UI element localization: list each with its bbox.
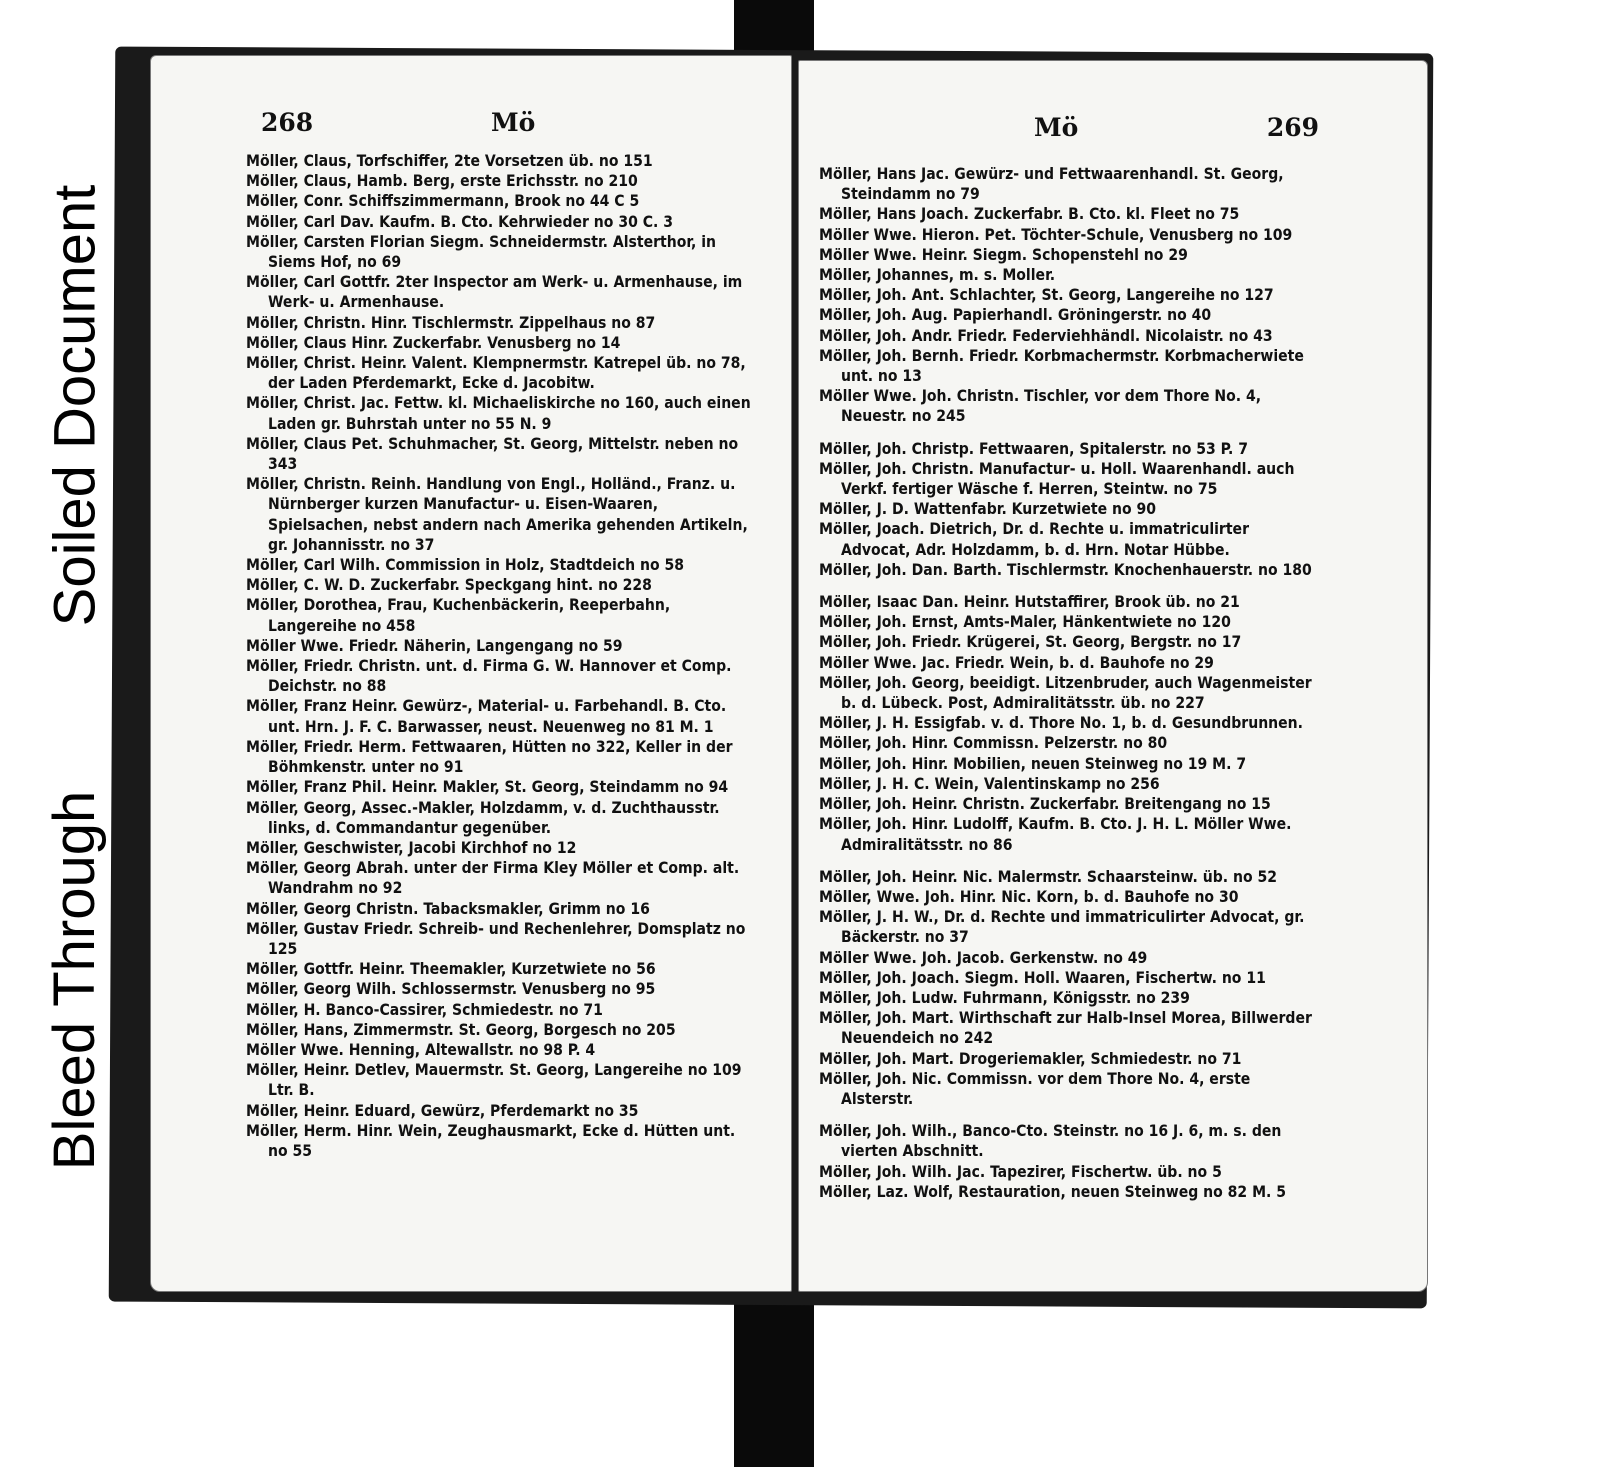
directory-entry: Möller, J. H. C. Wein, Valentinskamp no 256 — [819, 774, 1160, 793]
right-page — [798, 60, 1428, 1292]
directory-entry: Möller, Georg Wilh. Schlossermstr. Venusberg no 95 — [246, 980, 656, 999]
directory-entry: Möller, Georg, Assec.-Makler, Holzdamm, v. d. Zuchthausstr. links, d. Commandantur gegenüber. — [246, 798, 720, 837]
directory-entry: Möller, Joh. Ludw. Fuhrmann, Königsstr. no 239 — [819, 988, 1190, 1007]
directory-entry: Möller, Franz Phil. Heinr. Makler, St. Georg, Steindamm no 94 — [246, 778, 729, 797]
directory-entry: Möller, Joh. Christp. Fettwaaren, Spitalerstr. no 53 P. 7 — [819, 439, 1249, 458]
right-page-number: 269 — [1266, 113, 1319, 142]
directory-entry: Möller, Hans Jac. Gewürz- und Fettwaarenhandl. St. Georg, Steindamm no 79 — [819, 165, 1284, 204]
directory-entry: Möller, Geschwister, Jacobi Kirchhof no 12 — [246, 838, 577, 857]
directory-entry: Möller, Joh. Joach. Siegm. Holl. Waaren, Fischertw. no 11 — [819, 968, 1266, 987]
directory-entry: Möller Wwe. Hieron. Pet. Töchter-Schule, Venusberg no 109 — [819, 225, 1293, 244]
directory-entry: Möller Wwe. Joh. Jacob. Gerkenstw. no 49 — [819, 948, 1148, 967]
directory-entry: Möller, Joh. Ant. Schlachter, St. Georg, Langereihe no 127 — [819, 286, 1274, 305]
directory-entry: Möller, Joh. Hinr. Ludolff, Kaufm. B. Cto. J. H. L. Möller Wwe. Admiralitätsstr. no 86 — [819, 815, 1292, 854]
directory-entry: Möller, Christ. Heinr. Valent. Klempnermstr. Katrepel üb. no 78, der Laden Pferdemarkt, Ecke d. Jacobitw. — [246, 354, 746, 393]
directory-entry: Möller, Joh. Georg, beeidigt. Litzenbruder, auch Wagenmeister b. d. Lübeck. Post, Admiralitätsstr. üb. no 227 — [819, 673, 1312, 713]
right-page-header — [799, 113, 1427, 153]
soiled-document-label — [40, 150, 110, 660]
left-running-head: Mö — [491, 108, 536, 137]
directory-entry: Möller, Hans, Zimmermstr. St. Georg, Borgesch no 205 — [246, 1020, 676, 1039]
left-page — [150, 55, 792, 1292]
directory-entry: Möller Wwe. Friedr. Näherin, Langengang no 59 — [246, 636, 623, 655]
directory-entry: Möller, Christ. Jac. Fettw. kl. Michaeliskirche no 160, auch einen Laden gr. Buhrstah unter no 55 N. 9 — [246, 394, 751, 433]
right-entry-list — [819, 164, 1319, 1202]
bleed-through-label — [40, 745, 110, 1215]
directory-entry: Möller, Carsten Florian Siegm. Schneidermstr. Alsterthor, in Siems Hof, no 69 — [246, 232, 717, 272]
directory-entry: Möller, Conr. Schiffszimmermann, Brook no 44 C 5 — [246, 192, 640, 211]
directory-entry: Möller, Wwe. Joh. Hinr. Nic. Korn, b. d. Bauhofe no 30 — [819, 887, 1239, 906]
directory-entry: Möller, Christn. Hinr. Tischlermstr. Zippelhaus no 87 — [246, 313, 656, 332]
directory-entry: Möller, Georg Abrah. unter der Firma Kley Möller et Comp. alt. Wandrahm no 92 — [246, 859, 740, 898]
directory-entry: Möller, Joh. Nic. Commissn. vor dem Thore No. 4, erste Alsterstr. — [819, 1069, 1251, 1108]
bleed-through-text: Bleed Through — [42, 790, 108, 1170]
directory-entry: Möller, Joh. Ernst, Amts-Maler, Hänkentwiete no 120 — [819, 613, 1231, 632]
directory-entry: Möller Wwe. Joh. Christn. Tischler, vor dem Thore No. 4, Neuestr. no 245 — [819, 387, 1262, 426]
directory-entry: Möller Wwe. Henning, Altewallstr. no 98 P. 4 — [246, 1040, 596, 1059]
directory-entry: Möller, Joh. Wilh. Jac. Tapezirer, Fischertw. üb. no 5 — [819, 1162, 1222, 1181]
directory-entry: Möller, Joh. Heinr. Nic. Malermstr. Schaarsteinw. üb. no 52 — [819, 867, 1277, 886]
directory-entry: Möller, Joh. Aug. Papierhandl. Gröningerstr. no 40 — [819, 306, 1212, 325]
left-page-header — [151, 108, 791, 148]
directory-entry: Möller, Joh. Wilh., Banco-Cto. Steinstr. no 16 J. 6, m. s. den vierten Abschnitt. — [819, 1122, 1282, 1161]
directory-entry: Möller, Joh. Andr. Friedr. Federviehhändl. Nicolaistr. no 43 — [819, 326, 1273, 345]
directory-entry: Möller Wwe. Jac. Friedr. Wein, b. d. Bauhofe no 29 — [819, 653, 1214, 672]
directory-entry: Möller, Joh. Hinr. Mobilien, neuen Steinweg no 19 M. 7 — [819, 754, 1247, 773]
directory-entry: Möller, Gustav Friedr. Schreib- und Rechenlehrer, Domsplatz no 125 — [246, 919, 746, 958]
directory-entry: Möller, Joh. Bernh. Friedr. Korbmachermstr. Korbmacherwiete unt. no 13 — [819, 346, 1304, 386]
directory-entry: Möller, Franz Heinr. Gewürz-, Material- u. Farbehandl. B. Cto. unt. Hrn. J. F. C. Barwasser, neust. Neuenweg no 81 M. 1 — [246, 697, 727, 736]
directory-entry: Möller, Claus, Torfschiffer, 2te Vorsetzen üb. no 151 — [246, 152, 653, 170]
directory-entry: Möller, C. W. D. Zuckerfabr. Speckgang hint. no 228 — [246, 576, 652, 595]
directory-entry: Möller, Joh. Mart. Wirthschaft zur Halb-Insel Morea, Billwerder Neuendeich no 242 — [819, 1009, 1312, 1048]
directory-entry: Möller, Joh. Hinr. Commissn. Pelzerstr. no 80 — [819, 734, 1168, 753]
soiled-document-text: Soiled Document — [42, 184, 108, 626]
directory-entry: Möller, Claus Pet. Schuhmacher, St. Georg, Mittelstr. neben no 343 — [246, 434, 739, 474]
directory-entry: Möller, Herm. Hinr. Wein, Zeughausmarkt, Ecke d. Hütten unt. no 55 — [246, 1121, 736, 1160]
directory-entry: Möller, Laz. Wolf, Restauration, neuen Steinweg no 82 M. 5 — [819, 1182, 1287, 1201]
directory-entry: Möller, Isaac Dan. Heinr. Hutstaffirer, Brook üb. no 21 — [819, 593, 1240, 612]
directory-entry: Möller, Dorothea, Frau, Kuchenbäckerin, Reeperbahn, Langereihe no 458 — [246, 596, 671, 635]
directory-entry: Möller, Carl Dav. Kaufm. B. Cto. Kehrwieder no 30 C. 3 — [246, 212, 673, 231]
directory-entry: Möller, J. H. Essigfab. v. d. Thore No. 1, b. d. Gesundbrunnen. — [819, 714, 1304, 733]
directory-entry: Möller, Claus, Hamb. Berg, erste Erichsstr. no 210 — [246, 172, 638, 191]
directory-entry: Möller, Claus Hinr. Zuckerfabr. Venusberg no 14 — [246, 333, 621, 352]
directory-entry: Möller, J. H. W., Dr. d. Rechte und immatriculirter Advocat, gr. Bäckerstr. no 37 — [819, 908, 1305, 947]
directory-entry: Möller, Hans Joach. Zuckerfabr. B. Cto. kl. Fleet no 75 — [819, 205, 1240, 224]
directory-entry: Möller Wwe. Heinr. Siegm. Schopenstehl no 29 — [819, 245, 1188, 264]
directory-entry: Möller, J. D. Wattenfabr. Kurzetwiete no 90 — [819, 500, 1156, 519]
directory-entry: Möller, Carl Wilh. Commission in Holz, Stadtdeich no 58 — [246, 556, 685, 575]
directory-entry: Möller, Heinr. Eduard, Gewürz, Pferdemarkt no 35 — [246, 1101, 639, 1120]
directory-entry: Möller, Joh. Mart. Drogeriemakler, Schmiedestr. no 71 — [819, 1049, 1242, 1068]
directory-entry: Möller, Heinr. Detlev, Mauermstr. St. Georg, Langereihe no 109 Ltr. B. — [246, 1061, 742, 1100]
directory-entry: Möller, Joach. Dietrich, Dr. d. Rechte u. immatriculirter Advocat, Adr. Holzdamm, b. d. Hrn. Notar Hübbe. — [819, 520, 1249, 559]
directory-entry: Möller, H. Banco-Cassirer, Schmiedestr. no 71 — [246, 1000, 603, 1019]
directory-entry: Möller, Carl Gottfr. 2ter Inspector am Werk- u. Armenhause, im Werk- u. Armenhause. — [246, 273, 743, 312]
directory-entry: Möller, Gottfr. Heinr. Theemakler, Kurzetwiete no 56 — [246, 960, 656, 979]
left-page-number: 268 — [261, 108, 314, 137]
left-entry-list — [246, 151, 756, 1161]
directory-entry: Möller, Joh. Dan. Barth. Tischlermstr. Knochenhauerstr. no 180 — [819, 560, 1312, 579]
directory-entry: Möller, Johannes, m. s. Moller. — [819, 266, 1056, 285]
directory-entry: Möller, Georg Christn. Tabacksmakler, Grimm no 16 — [246, 899, 650, 918]
directory-entry: Möller, Friedr. Herm. Fettwaaren, Hütten no 322, Keller in der Böhmkenstr. unter no 91 — [246, 737, 733, 777]
directory-entry: Möller, Joh. Christn. Manufactur- u. Holl. Waarenhandl. auch Verkf. fertiger Wäsche f. Herren, Steintw. no 75 — [819, 459, 1295, 499]
directory-entry: Möller, Joh. Heinr. Christn. Zuckerfabr. Breitengang no 15 — [819, 795, 1271, 814]
right-running-head: Mö — [1034, 113, 1079, 142]
directory-entry: Möller, Friedr. Christn. unt. d. Firma G. W. Hannover et Comp. Deichstr. no 88 — [246, 657, 732, 696]
directory-entry: Möller, Joh. Friedr. Krügerei, St. Georg, Bergstr. no 17 — [819, 633, 1242, 652]
directory-entry: Möller, Christn. Reinh. Handlung von Engl., Holländ., Franz. u. Nürnberger kurzen Manufactur- u. Eisen-Waaren, Spielsachen, nebst andern nach Amerika gehenden Artikeln, gr. Johannisstr. no 37 — [246, 475, 748, 554]
binding-bar-bottom — [734, 1290, 814, 1467]
